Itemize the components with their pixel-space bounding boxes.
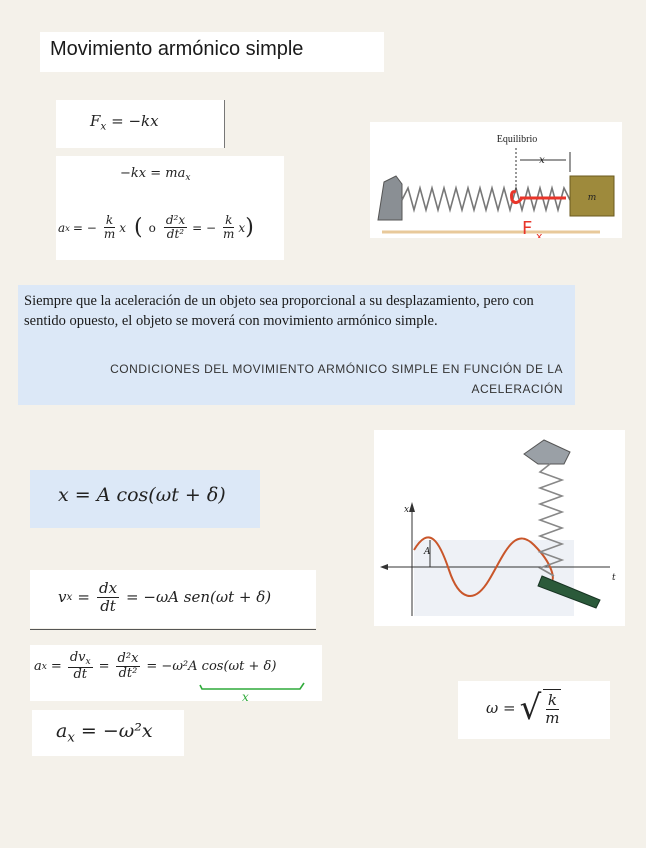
definition-text: Siempre que la aceleración de un objeto sea proporcional a su desplazamiento, pero con sentido opuesto, el objeto se moverá con movimiento armónico simple.	[24, 293, 534, 329]
x-axis-label: x	[404, 505, 410, 515]
spring-diagram-svg	[370, 122, 622, 238]
force-label: F	[522, 218, 533, 238]
page-title: Movimiento armónico simple	[50, 38, 304, 60]
velocity-underline	[30, 629, 316, 630]
position-equation-box	[30, 470, 260, 528]
acceleration-equation: a x = − $\frac{k}{m}$ x ( o $\frac{\text{d²x}}{\text{dt²}}$ = − $\frac{k}{m}$ x )	[58, 213, 254, 242]
plot-shade	[414, 540, 574, 616]
velocity-equation-card	[30, 570, 316, 628]
definition-box	[18, 285, 575, 405]
ceiling-bracket	[524, 440, 570, 464]
mass-label: m	[587, 193, 597, 203]
velocity-equation: v x = $\frac{dx}{dt}$ = −ωA sen(ωt + δ)	[58, 579, 272, 615]
displacement-label: x	[539, 155, 545, 166]
spring-diagram	[370, 122, 622, 238]
force-equation-card	[56, 100, 224, 148]
acceleration3-equation: $a_x = -\omega^2x$	[56, 720, 153, 746]
acceleration2-equation-card	[30, 645, 322, 701]
green-annotation	[30, 645, 322, 701]
newton-equations-card	[56, 156, 284, 260]
newton-equation: $-kx = ma_x$	[120, 166, 191, 184]
annotation-x: x	[242, 690, 249, 701]
position-equation: x = A cos(ωt + δ)	[58, 484, 226, 506]
title-card	[40, 32, 384, 72]
equilibrio-label: Equilibrio	[496, 134, 538, 145]
oscillation-diagram-svg	[374, 430, 625, 626]
wall-bracket	[378, 176, 402, 220]
highlighted-term: A cos(ωt + δ)	[188, 659, 277, 675]
force-sub-label: x	[536, 230, 543, 238]
divider-line	[224, 100, 225, 148]
t-axis-label: t	[612, 573, 616, 583]
acceleration2-equation: a x = $\frac{dv_x}{dt}$ = $\frac{\text{d²x}}{\text{dt²}}$ = −ω² A cos(ωt + δ)	[34, 650, 277, 683]
omega-equation: ω = √ $\frac{k}{m}$	[486, 687, 560, 728]
acceleration3-equation-card	[32, 710, 184, 756]
amplitude-label: A	[424, 547, 431, 557]
definition-caption: CONDICIONES DEL MOVIMIENTO ARMÓNICO SIMPLE EN FUNCIÓN DE LA ACELERACIÓN	[110, 362, 563, 396]
oscillation-diagram	[374, 430, 625, 626]
omega-equation-card	[458, 681, 610, 739]
force-equation: $F_x = -kx$	[90, 112, 159, 133]
